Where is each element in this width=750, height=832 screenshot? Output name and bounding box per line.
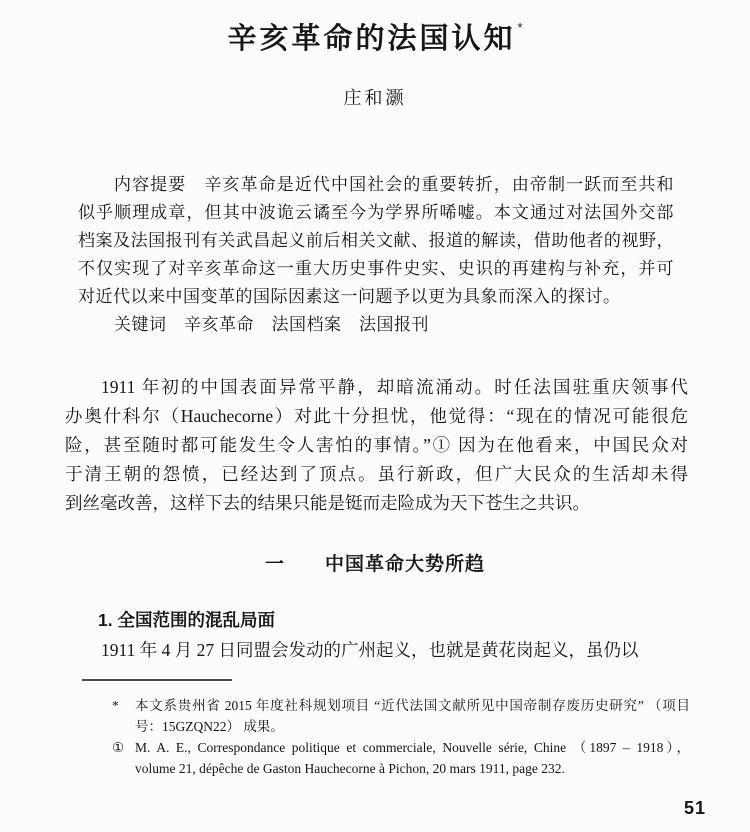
footnote-line: 号：15GZQN22） 成果。 — [135, 719, 284, 734]
footnote-line: M. A. E., Correspondance politique et commerciale, Nouvelle série, Chine （1897 – 1918）， — [135, 740, 690, 755]
footnote-text — [135, 695, 690, 737]
footnote-divider — [82, 679, 232, 681]
title-footnote-marker: * — [517, 20, 523, 35]
footnote-marker: ① — [112, 740, 125, 755]
footnote-line: 本文系贵州省 2015 年度社科规划项目 “近代法国文献所见中国帝制存废历史研究” （项目 — [135, 698, 690, 713]
footnote-text — [135, 737, 690, 779]
keywords-line: 关键词 辛亥革命 法国档案 法国报刊 — [114, 315, 429, 334]
abstract-block — [78, 171, 674, 339]
body-line: 险，甚至随时都可能发生令人害怕的事情。”① 因为在他看来，中国民众对 — [65, 435, 688, 455]
abstract-line: 对近代以来中国变革的国际因素这一问题予以更为具象而深入的探讨。 — [78, 287, 621, 306]
body-paragraph-1 — [65, 373, 688, 518]
abstract-line: 不仅实现了对辛亥革命这一重大历史事件史实、史识的再建构与补充，并可 — [78, 259, 674, 278]
footnote-marker: * — [112, 698, 119, 713]
body-line: 1911 年初的中国表面异常平静，却暗流涌动。时任法国驻重庆领事代 — [101, 377, 688, 397]
abstract-line: 档案及法国报刊有关武昌起义前后相关文献、报道的解读，借助他者的视野， — [78, 231, 674, 250]
body-paragraph-2: 1911 年 4 月 27 日同盟会发动的广州起义，也就是黄花岗起义，虽仍以 — [101, 640, 639, 660]
article-title — [0, 16, 750, 57]
footnote-item — [112, 695, 690, 737]
body-line: 办奥什科尔（Hauchecorne）对此十分担忧，他觉得：“现在的情况可能很危 — [65, 406, 688, 426]
footnote-line: volume 21, dépêche de Gaston Hauchecorne à Pichon, 20 mars 1911, page 232. — [135, 761, 565, 776]
footnotes-block — [112, 695, 690, 779]
section-heading: 一 中国革命大势所趋 — [264, 554, 485, 575]
author-name: 庄和灏 — [343, 88, 407, 108]
body-line: 到丝毫改善，这样下去的结果只能是铤而走险成为天下苍生之共识。 — [65, 493, 590, 513]
article-title-text: 辛亥革命的法国认知 — [227, 23, 516, 55]
subsection-heading: 1. 全国范围的混乱局面 — [98, 610, 275, 630]
abstract-line: 内容提要 辛亥革命是近代中国社会的重要转折，由帝制一跃而至共和 — [114, 175, 674, 194]
page-number: 51 — [683, 798, 706, 818]
footnote-item — [112, 737, 690, 779]
abstract-line: 似乎顺理成章，但其中波诡云谲至今为学界所唏嘘。本文通过对法国外交部 — [78, 203, 674, 222]
body-line: 于清王朝的怨愤，已经达到了顶点。虽行新政，但广大民众的生活却未得 — [65, 464, 688, 484]
